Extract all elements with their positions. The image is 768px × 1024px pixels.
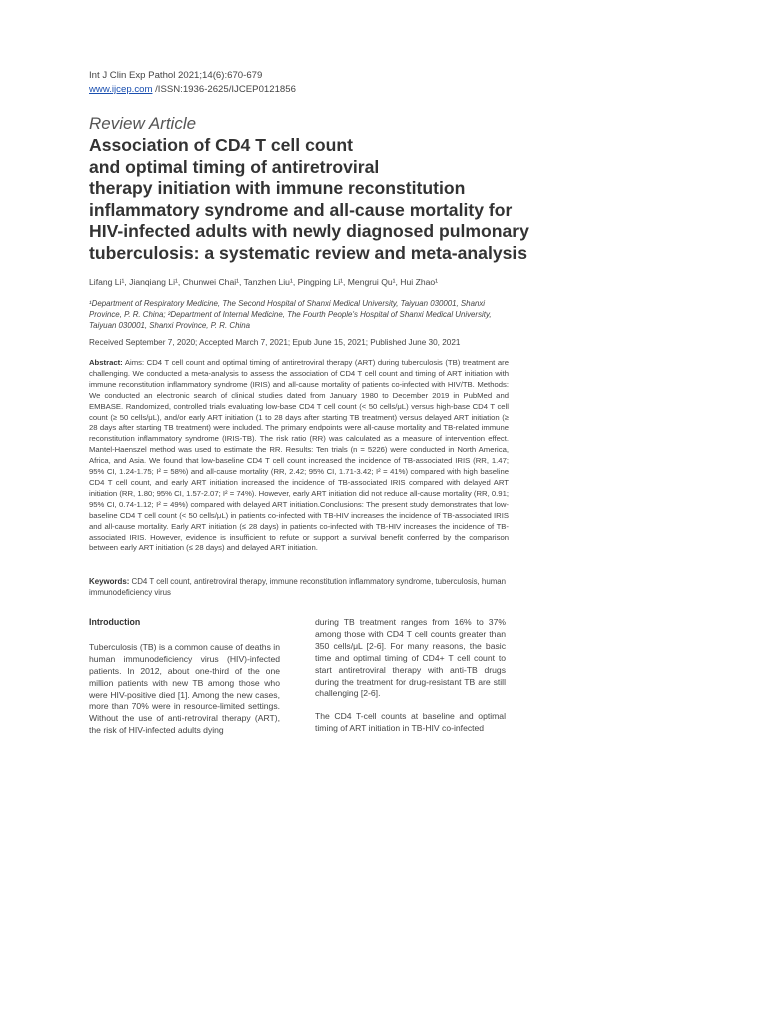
title-line-6: tuberculosis: a systematic review and meta-analysis bbox=[89, 242, 528, 263]
publication-dates: Received September 7, 2020; Accepted March 7, 2021; Epub June 15, 2021; Published June 30, 2021 bbox=[89, 338, 461, 347]
affiliations: ¹Department of Respiratory Medicine, The Second Hospital of Shanxi Medical University, Taiyuan 030001, Shanxi Province, P. R. China; ²Department of Internal Medicine, The Fourth People's Hospital of Shanxi Medical University, Taiyuan 030001, Shanxi Province, P. R. China bbox=[89, 299, 492, 330]
title-line-2: and optimal timing of antiretroviral bbox=[89, 156, 380, 177]
keywords-label: Keywords: bbox=[89, 577, 130, 586]
body-column-right bbox=[315, 617, 506, 746]
journal-issn: /ISSN:1936-2625/IJCEP0121856 bbox=[155, 84, 296, 95]
keywords bbox=[89, 576, 509, 598]
abstract-text: Aims: CD4 T cell count and optimal timing of antiretroviral therapy (ART) during tuberculosis (TB) treatment are challenging. We conducted a meta-analysis to assess the association of CD4 T cell count and timing of ART initiation with immune reconstitution inflammatory syndrome (IRIS) and all-cause mortality of patients co-infected with HIV/TB. Methods: We conducted an electronic search of clinical studies dated from January 1980 to December 2019 in PubMed and EMBASE. Randomized, controlled trials evaluating low-base CD4 T cell count (< 50 cells/μL) versus high-base CD4 T cell count (≥ 50 cells/μL), and/or early ART initiation (1 to 28 days after starting TB treatment) versus delayed ART initiation (≥ 28 days after starting TB treatment) were included. The primary endpoints were all-cause mortality and TB-related immune reconstitution inflammatory syndrome (IRIS-TB). The risk ratio (RR) was calculated as a measure of intervention effect. Mantel-Haenszel method was used to estimate the RR. Results: Ten trials (n = 5226) were conducted in North America, Africa, and Asia. We found that low-baseline CD4 T cell count increased the incidence of TB-associated IRIS (RR, 1.47; 95% CI, 1.24-1.75; I² = 58%) and all-cause mortality (RR, 2.42; 95% CI, 1.71-3.42; I² = 41%) compared with high baseline CD4 T cell count, and early ART initiation increased the incidence of TB-associated IRIS compared with delayed ART initiation (RR, 1.80; 95% CI, 1.57-2.07; I² = 74%). However, early ART initiation did not reduce all-cause mortality (RR, 0.91; 95% CI, 0.74-1.12; I² = 49%) compared with delayed ART initiation.Conclusions: The present study demonstrates that low-baseline CD4 T cell count (< 50 cells/μL) in patients co-infected with TB-HIV increases the incidence of TB-associated IRIS and all-cause mortality. Early ART initiation (≤ 28 days) in patients co-infected with TB-HIV increases the incidence of TB-associated IRIS. However, evidence is insufficient to refute or support a survival benefit conferred by the comparison between early ART initiation (≤ 28 days) and delayed ART initiation. bbox=[89, 358, 509, 553]
title-line-5: HIV-infected adults with newly diagnosed pulmonary bbox=[89, 221, 529, 241]
paper-title bbox=[89, 135, 529, 264]
author-list: Lifang Li¹, Jianqiang Li¹, Chunwei Chai¹, Tanzhen Liu¹, Pingping Li¹, Mengrui Qu¹, Hui Zhao¹ bbox=[89, 277, 439, 287]
abstract-label: Abstract: bbox=[89, 358, 123, 367]
body-paragraph: Tuberculosis (TB) is a common cause of deaths in human immunodeficiency virus (HIV)-infected patients. In 2012, about one-third of the one million patients with new TB among those who were HIV-positive died [1]. Among the new cases, more than 70% were in resource-limited settings. Without the use of anti-retroviral therapy (ART), the risk of HIV-infected adults dying bbox=[89, 641, 280, 736]
journal-header bbox=[89, 69, 296, 97]
title-line-1-post: cell count bbox=[265, 135, 353, 155]
journal-url-link[interactable]: www.ijcep.com bbox=[89, 84, 153, 95]
journal-url-line bbox=[89, 83, 296, 97]
title-line-1-pre: Association of bbox=[89, 135, 216, 155]
keywords-text: CD4 T cell count, antiretroviral therapy, immune reconstitution inflammatory syndrome, tuberculosis, human immunodeficiency virus bbox=[89, 577, 507, 597]
title-line-3: therapy initiation with immune reconstitution bbox=[89, 178, 466, 198]
body-paragraph: during TB treatment ranges from 16% to 37% among those with CD4 T cell counts greater than 350 cells/μL [2-6]. For many reasons, the basic time and optimal timing of CD4+ T cell count to start antiretroviral therapy with anti-TB drugs during the treatment for drug-resistant TB are still challenging [2-6]. bbox=[315, 617, 506, 699]
journal-citation: Int J Clin Exp Pathol 2021;14(6):670-679 bbox=[89, 70, 263, 81]
title-line-1 bbox=[89, 135, 529, 157]
title-line-1-bold: CD4 T bbox=[215, 135, 266, 155]
section-heading-introduction: Introduction bbox=[89, 617, 141, 627]
article-type: Review Article bbox=[89, 114, 197, 133]
body-column-left bbox=[89, 617, 280, 748]
body-paragraph: The CD4 T-cell counts at baseline and optimal timing of ART initiation in TB-HIV co-infected bbox=[315, 711, 506, 734]
abstract bbox=[89, 358, 509, 554]
title-line-4: inflammatory syndrome and all-cause mortality for bbox=[89, 199, 513, 220]
